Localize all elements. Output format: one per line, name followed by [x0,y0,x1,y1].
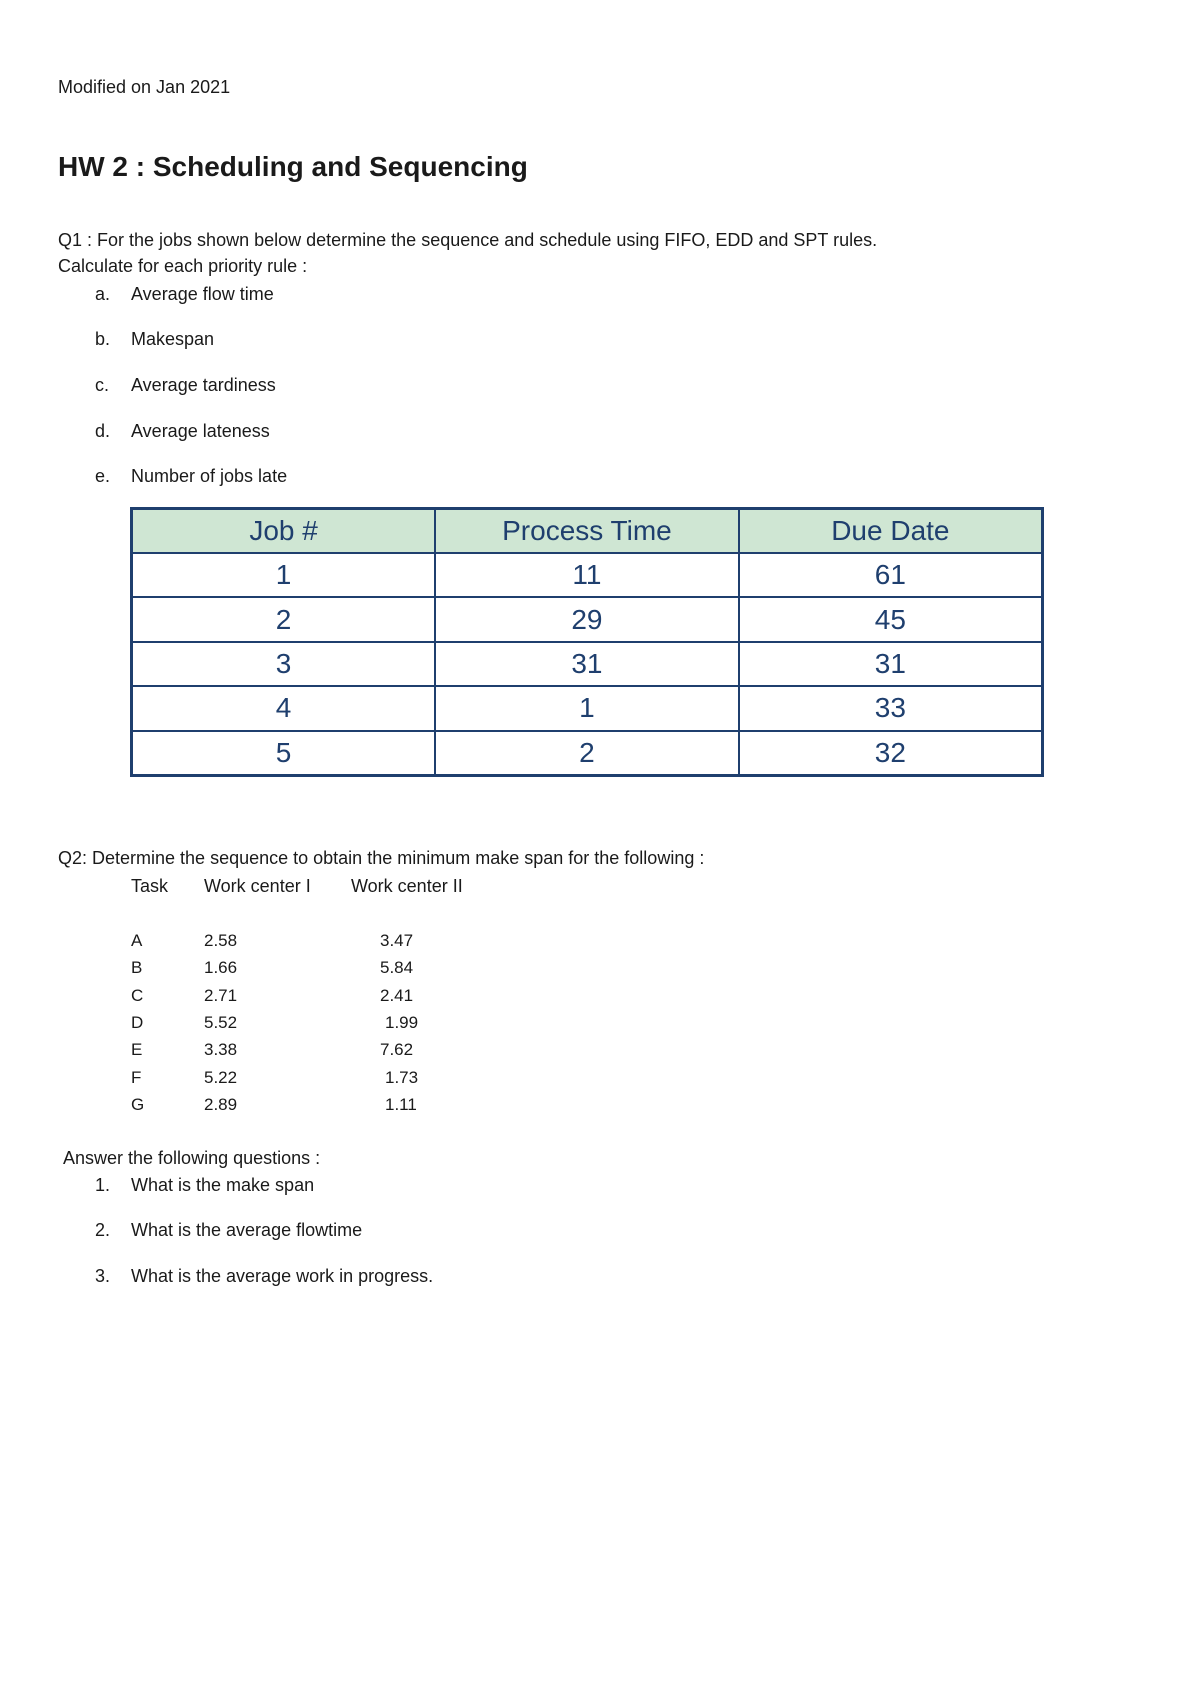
cell-process-time: 1 [435,686,739,730]
table-row [132,597,1043,641]
modified-date: Modified on Jan 2021 [58,77,231,97]
jobs-table [130,507,1044,777]
header-process-time: Process Time [435,509,739,554]
answer-number: 3. [95,1266,111,1286]
cell-due-date: 32 [739,731,1043,776]
cell-job: 2 [132,597,436,641]
cell-due-date: 33 [739,686,1043,730]
cell-job: 4 [132,686,436,730]
task-label: D [131,1013,144,1032]
q2-header-task: Task [131,876,169,896]
q2-header-wc1: Work center I [204,876,311,896]
list-item: Average tardiness [131,375,276,395]
wc2-value: 1.99 [385,1013,419,1032]
cell-due-date: 45 [739,597,1043,641]
page-title: HW 2 : Scheduling and Sequencing [58,151,528,182]
cell-process-time: 11 [435,553,739,597]
list-item: Number of jobs late [131,466,288,486]
wc2-value: 5.84 [380,958,414,977]
answer-question: What is the make span [131,1175,315,1195]
wc2-value: 1.11 [385,1095,417,1114]
cell-process-time: 2 [435,731,739,776]
task-label: E [131,1040,143,1059]
task-label: C [131,986,144,1005]
list-item-letter: c. [95,375,110,395]
q2-intro: Q2: Determine the sequence to obtain the minimum make span for the following : [58,848,705,868]
wc1-value: 3.38 [204,1040,238,1059]
wc1-value: 2.89 [204,1095,238,1114]
list-item: Average flow time [131,284,274,304]
table-row [132,553,1043,597]
cell-job: 3 [132,642,436,686]
q2-header-wc2: Work center II [351,876,463,896]
task-label: A [131,931,143,950]
wc2-value: 2.41 [380,986,414,1005]
header-due-date: Due Date [739,509,1043,554]
cell-due-date: 31 [739,642,1043,686]
answer-number: 1. [95,1175,111,1195]
cell-due-date: 61 [739,553,1043,597]
list-item-letter: e. [95,466,111,486]
answers-intro: Answer the following questions : [63,1148,321,1168]
header-job: Job # [132,509,436,554]
wc1-value: 2.58 [204,931,238,950]
q1-calc-label: Calculate for each priority rule : [58,256,308,276]
wc2-value: 3.47 [380,931,414,950]
list-item: Makespan [131,329,215,349]
task-label: F [131,1068,142,1087]
task-label: B [131,958,143,977]
list-item-letter: d. [95,421,111,441]
table-header-row [132,509,1043,554]
list-item: Average lateness [131,421,270,441]
answer-question: What is the average flowtime [131,1220,363,1240]
answer-number: 2. [95,1220,111,1240]
wc2-value: 1.73 [385,1068,419,1087]
wc1-value: 5.22 [204,1068,238,1087]
wc1-value: 5.52 [204,1013,238,1032]
answer-question: What is the average work in progress. [131,1266,434,1286]
table-row [132,731,1043,776]
cell-process-time: 31 [435,642,739,686]
task-label: G [131,1095,145,1114]
wc1-value: 2.71 [204,986,238,1005]
cell-job: 5 [132,731,436,776]
cell-job: 1 [132,553,436,597]
table-row [132,686,1043,730]
list-item-letter: a. [95,284,111,304]
q1-intro: Q1 : For the jobs shown below determine the sequence and schedule using FIFO, EDD and SPT rules. [58,230,878,250]
wc1-value: 1.66 [204,958,238,977]
table-row [132,642,1043,686]
wc2-value: 7.62 [380,1040,414,1059]
cell-process-time: 29 [435,597,739,641]
list-item-letter: b. [95,329,111,349]
